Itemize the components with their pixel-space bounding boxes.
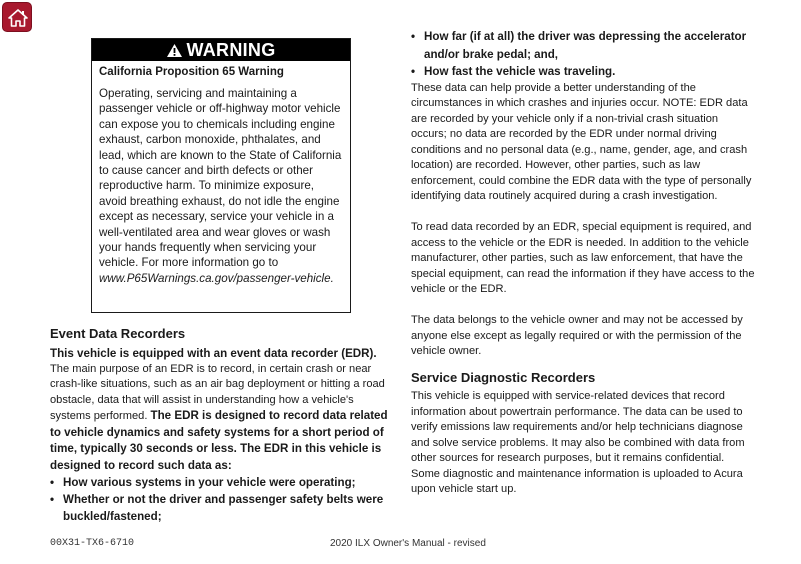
edr-intro-bold: This vehicle is equipped with an event data recorder (EDR).	[50, 347, 377, 360]
warning-subtitle: California Proposition 65 Warning	[99, 66, 284, 78]
warning-title: WARNING	[186, 39, 276, 60]
prop65-warning-box	[91, 38, 351, 313]
edr-paragraph-1: These data can help provide a better understanding of the circumstances in which crashes and injuries occur. NOTE: EDR data are recorded by your vehicle only if a non-trivial crash situation occurs; no data are recorded by the EDR under normal driving conditions and no personal data (e.g., name, gender, age, and crash location) are recorded. However, other parties, such as law enforcement, could combine the EDR data with the type of personally identifying data routinely acquired during a crash investigation.	[411, 81, 752, 202]
sdr-heading: Service Diagnostic Recorders	[411, 370, 596, 385]
edr-intro-bold2: The EDR is designed to record data related to vehicle dynamics and safety systems for a short period of time, typically 30 seconds or less. The EDR in this vehicle is designed to record such data as:	[50, 409, 388, 472]
warning-text: Operating, servicing and maintaining a passenger vehicle or off-highway motor vehicle can expose you to chemicals including engine exhaust, carbon monoxide, phthalates, and lead, which are known to the State of California to cause cancer and birth defects or other reproductive harm. To minimize exposure, avoid breathing exhaust, do not idle the engine except as necessary, service your vehicle in a well-ventilated area and wear gloves or wash your hands frequently when servicing your vehicle. For more information go to	[99, 87, 342, 270]
home-button[interactable]	[2, 2, 32, 32]
edr-intro	[50, 362, 395, 475]
edr-bullet-list-right	[411, 28, 756, 81]
edr-bullet-list-left	[50, 474, 395, 525]
footer-code: 00X31-TX6-6710	[50, 538, 135, 549]
left-column	[50, 326, 395, 525]
sdr-body: This vehicle is equipped with service-related devices that record information about powertrain performance. The data can be used to verify emissions law requirements and/or help technicians diagnose and solve service problems. It may also be combined with data from other sources for research purposes, but it remains confidential. Some diagnostic and maintenance information is uploaded to Acura upon vehicle start up.	[411, 390, 745, 495]
warning-triangle-icon	[166, 43, 183, 58]
list-item: • How fast the vehicle was traveling.	[411, 63, 756, 81]
warning-header	[92, 39, 350, 61]
list-item: • How various systems in your vehicle were operating;	[50, 474, 395, 491]
home-icon	[7, 7, 29, 29]
edr-paragraph-3: The data belongs to the vehicle owner and may not be accessed by anyone else except as legally required or with the permission of the vehicle owner.	[411, 314, 743, 357]
edr-intro-text: The main purpose of an EDR is to record, in certain crash or near crash-like situations, such as an air bag deployment or hitting a road obstacle, data that will assist in understanding how a vehicle's systems performed.	[50, 362, 385, 422]
list-item: • How far (if at all) the driver was depressing the accelerator and/or brake pedal; and,	[411, 28, 756, 63]
warning-url[interactable]: www.P65Warnings.ca.gov/passenger-vehicle.	[99, 271, 334, 285]
edr-paragraph-2: To read data recorded by an EDR, special equipment is required, and access to the vehicle or the EDR is needed. In addition to the vehicle manufacturer, other parties, such as law enforcement, that have the special equipment, can read the information if they have access to the vehicle or the EDR.	[411, 221, 755, 295]
warning-body	[99, 86, 342, 286]
right-column	[411, 28, 756, 513]
footer-title: 2020 ILX Owner's Manual - revised	[330, 538, 486, 549]
edr-heading: Event Data Recorders	[50, 326, 186, 341]
list-item: • Whether or not the driver and passenger safety belts were buckled/fastened;	[50, 491, 395, 525]
